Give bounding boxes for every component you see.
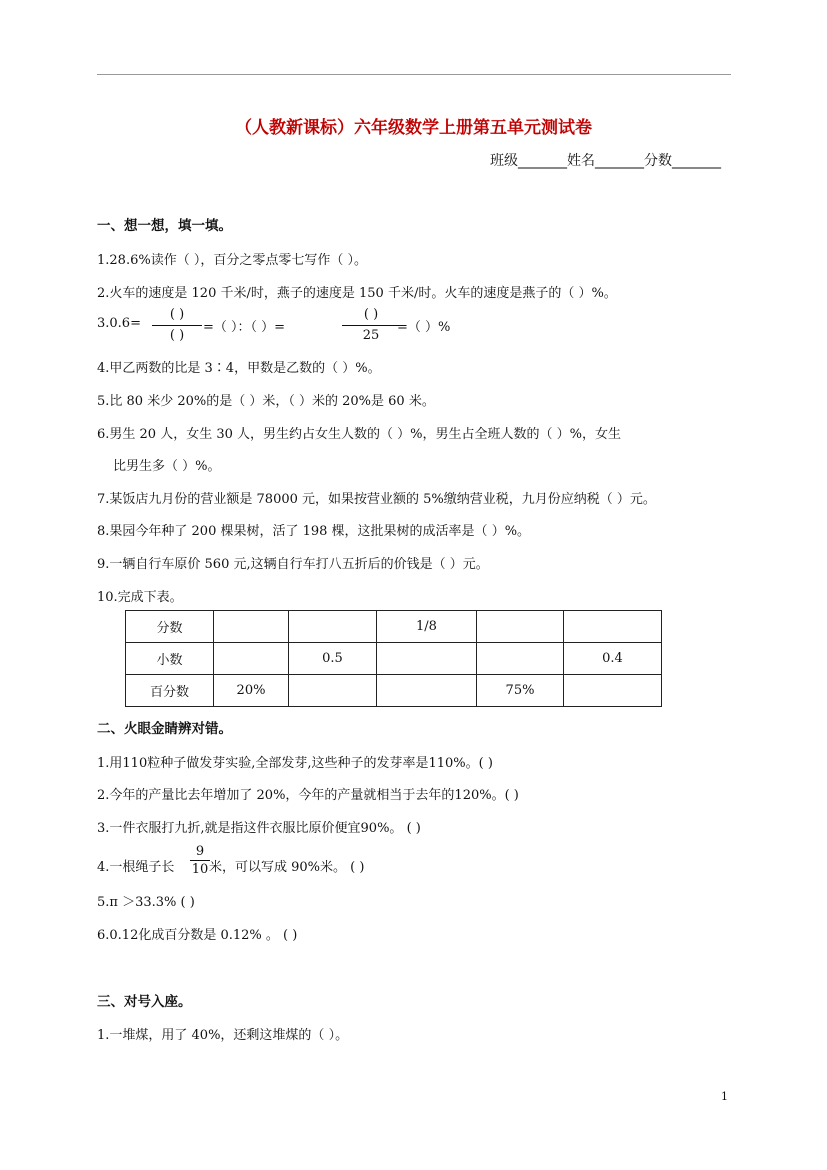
table-cell: 百分数 — [126, 675, 214, 707]
question-1-9: 9.一辆自行车原价 560 元,这辆自行车打八五折后的价钱是（ ）元。 — [97, 557, 489, 572]
q3-fraction-2 — [342, 305, 400, 346]
q3-frac2-numerator: ( ) — [342, 305, 400, 326]
table-cell — [214, 643, 289, 675]
conversion-table — [125, 610, 662, 707]
table-cell — [289, 675, 377, 707]
question-2-4-prefix: 4.一根绳子长 — [97, 860, 175, 875]
question-2-5: 5.π ＞33.3% ( ) — [97, 895, 195, 910]
question-2-2: 2.今年的产量比去年增加了 20%，今年的产量就相当于去年的120%。( ) — [97, 788, 519, 803]
table-cell: 0.4 — [564, 643, 662, 675]
question-2-6: 6.0.12化成百分数是 0.12% 。 ( ) — [97, 928, 298, 943]
table-cell: 小数 — [126, 643, 214, 675]
table-cell: 1/8 — [377, 611, 477, 643]
table-cell — [564, 675, 662, 707]
question-2-4-fraction — [190, 843, 210, 878]
question-3-1: 1.一堆煤，用了 40%，还剩这堆煤的（ ）。 — [97, 1028, 349, 1043]
q3-suffix: =（ ）% — [397, 320, 451, 335]
page-number: 1 — [721, 1090, 728, 1103]
table-cell: 0.5 — [289, 643, 377, 675]
question-1-10: 10.完成下表。 — [97, 590, 183, 605]
table-row — [126, 611, 662, 643]
student-info-line: 班级_______姓名_______分数_______ — [490, 153, 721, 169]
q3-fraction-1 — [152, 305, 202, 346]
question-1-7: 7.某饭店九月份的营业额是 78000 元，如果按营业额的 5%缴纳营业税，九月份应纳税（ ）元。 — [97, 492, 656, 507]
question-2-4-suffix: 米，可以写成 90%米。 ( ) — [209, 860, 365, 875]
q3-frac1-denominator: ( ) — [169, 328, 185, 343]
question-1-2: 2.火车的速度是 120 千米/时，燕子的速度是 150 千米/时。火车的速度是燕子的（ ）%。 — [97, 286, 617, 301]
table-cell — [477, 611, 564, 643]
table-row — [126, 643, 662, 675]
q3-frac2-denominator: 25 — [362, 328, 380, 343]
table-row — [126, 675, 662, 707]
section1-heading: 一、想一想，填一填。 — [97, 218, 232, 234]
question-2-3: 3.一件衣服打九折,就是指这件衣服比原价便宜90%。 ( ) — [97, 821, 421, 836]
table-cell — [377, 675, 477, 707]
q4-numerator: 9 — [190, 843, 210, 861]
question-1-4: 4.甲乙两数的比是 3∶4，甲数是乙数的（ ）%。 — [97, 361, 381, 376]
table-cell: 75% — [477, 675, 564, 707]
q3-prefix: 3.0.6= — [97, 316, 141, 331]
question-1-1: 1.28.6%读作（ ），百分之零点零七写作（ ）。 — [97, 253, 367, 268]
table-cell — [377, 643, 477, 675]
question-1-6-line2: 比男生多（ ）%。 — [113, 459, 221, 474]
q3-frac1-numerator: ( ) — [152, 305, 202, 326]
table-cell — [564, 611, 662, 643]
header-rule — [97, 74, 731, 75]
q3-middle: =（ ）：（ ）= — [203, 320, 286, 335]
section3-heading: 三、对号入座。 — [97, 994, 192, 1010]
table-cell — [214, 611, 289, 643]
table-cell — [289, 611, 377, 643]
question-1-5: 5.比 80 米少 20%的是（ ）米，（ ）米的 20%是 60 米。 — [97, 394, 435, 409]
question-1-6-line1: 6.男生 20 人，女生 30 人，男生约占女生人数的（ ）%，男生占全班人数的（ ）%，女生 — [97, 427, 621, 442]
q4-denominator: 10 — [191, 862, 209, 877]
section2-heading: 二、火眼金睛辨对错。 — [97, 721, 232, 737]
page-title: （人教新课标）六年级数学上册第五单元测试卷 — [235, 118, 592, 138]
table-cell: 分数 — [126, 611, 214, 643]
table-cell: 20% — [214, 675, 289, 707]
question-1-8: 8.果园今年种了 200 棵果树，活了 198 棵，这批果树的成活率是（ ）%。 — [97, 524, 531, 539]
table-cell — [477, 643, 564, 675]
question-2-1: 1.用110粒种子做发芽实验,全部发芽,这些种子的发芽率是110%。( ) — [97, 756, 493, 771]
